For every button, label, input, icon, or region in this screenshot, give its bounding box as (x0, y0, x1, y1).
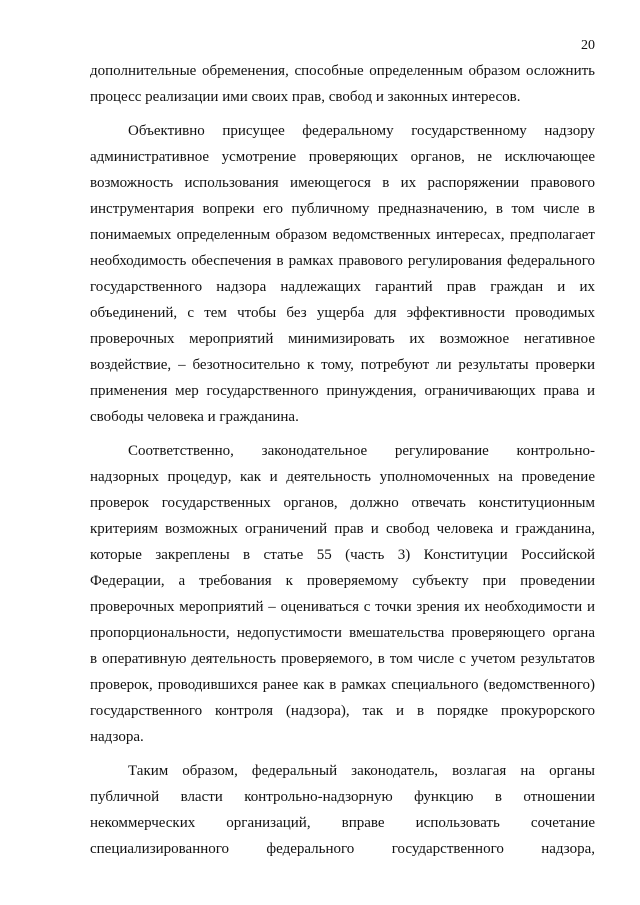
text-line: надзора. (90, 729, 144, 745)
text-line: проверок, проводившихся ранее как в рамках специального (ведомственного) (90, 677, 595, 693)
text-line: инструментария вопреки его публичному предназначению, в том числе в (90, 201, 595, 217)
text-line: административное усмотрение проверяющих органов, не исключающее (90, 149, 595, 165)
paragraph-first-line: Соответственно, законодательное регулирование контрольно- (128, 443, 595, 459)
text-line: понимаемых определенным образом ведомственных интересах, предполагает (90, 227, 595, 243)
text-line: в оперативную деятельность проверяемого, в том числе с учетом результатов (90, 651, 595, 667)
text-line: критериям возможных ограничений прав и свобод человека и гражданина, (90, 521, 595, 537)
text-line: Федерации, а требования к проверяемому субъекту при проведении (90, 573, 595, 589)
text-line: государственного контроля (надзора), так и в порядке прокурорского (90, 703, 595, 719)
paragraph-first-line: Таким образом, федеральный законодатель, возлагая на органы (128, 763, 595, 779)
text-line: надзорных процедур, как и деятельность уполномоченных на проведение (90, 469, 595, 485)
text-line: пропорциональности, недопустимости вмешательства проверяющего органа (90, 625, 595, 641)
text-line: проверочных мероприятий минимизировать их возможное негативное (90, 331, 595, 347)
text-line: некоммерческих организаций, вправе использовать сочетание (90, 815, 595, 831)
text-line: процесс реализации ими своих прав, свобод и законных интересов. (90, 89, 521, 105)
text-line: применения мер государственного принуждения, ограничивающих права и (90, 383, 595, 399)
text-line: воздействие, – безотносительно к тому, потребуют ли результаты проверки (90, 357, 595, 373)
page-number: 20 (581, 38, 595, 53)
text-body (90, 58, 595, 862)
text-line: свободы человека и гражданина. (90, 409, 299, 425)
text-line: дополнительные обременения, способные определенным образом осложнить (90, 63, 595, 79)
text-line: необходимость обеспечения в рамках правового регулирования федерального (90, 253, 595, 269)
paragraph-first-line: Объективно присущее федеральному государственному надзору (128, 123, 595, 139)
text-line: публичной власти контрольно-надзорную функцию в отношении (90, 789, 595, 805)
text-line: которые закреплены в статье 55 (часть 3) Конституции Российской (90, 547, 595, 563)
text-line: возможность использования имеющегося в их распоряжении правового (90, 175, 595, 191)
text-line: объединений, с тем чтобы без ущерба для эффективности проводимых (90, 305, 595, 321)
text-line: государственного надзора надлежащих гарантий прав граждан и их (90, 279, 595, 295)
text-line: проверок государственных органов, должно отвечать конституционным (90, 495, 595, 511)
text-line: специализированного федерального государственного надзора, (90, 841, 595, 857)
text-line: проверочных мероприятий – оцениваться с точки зрения их необходимости и (90, 599, 595, 615)
